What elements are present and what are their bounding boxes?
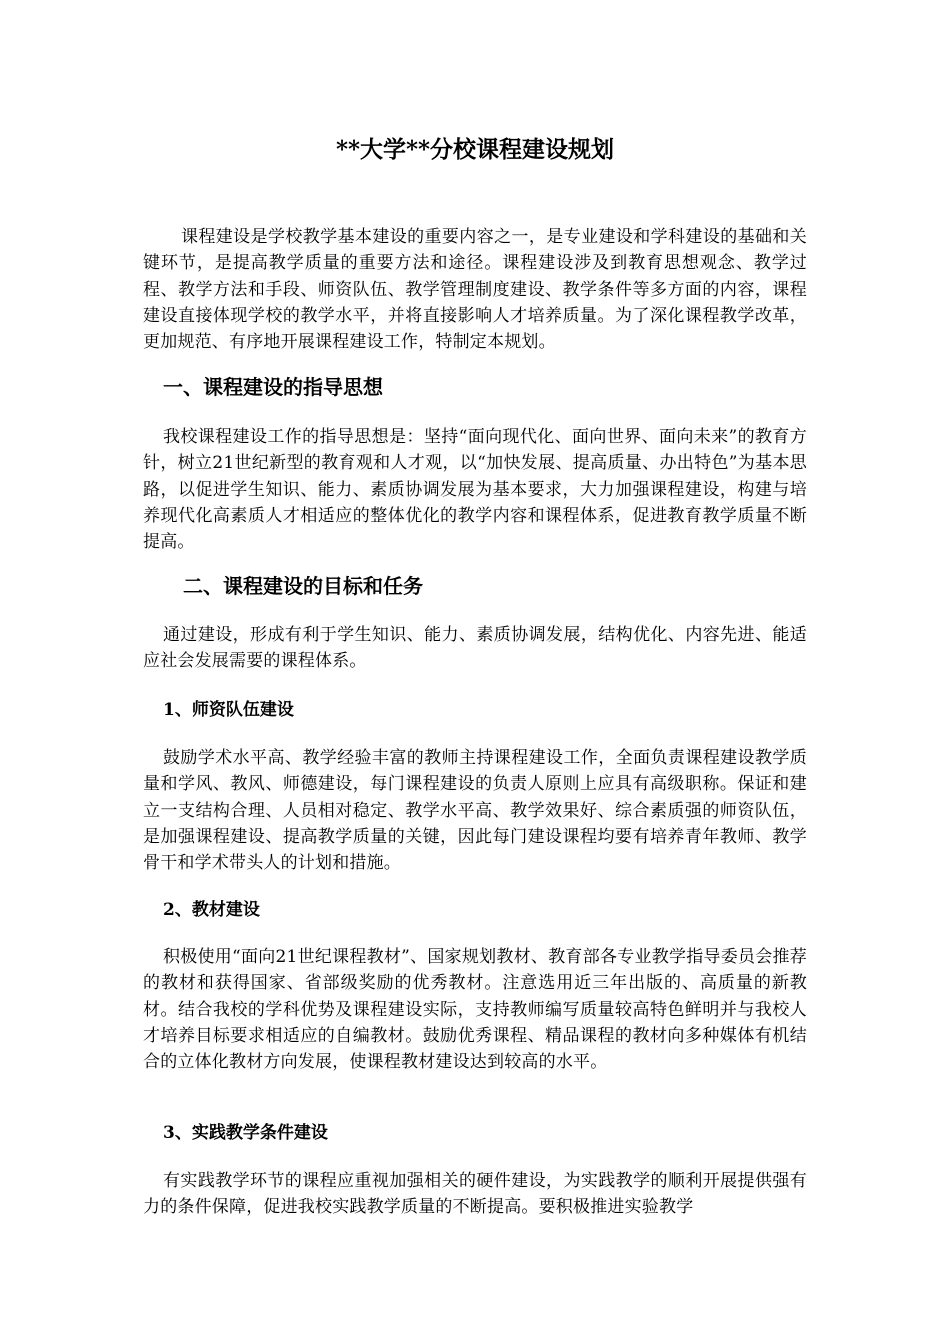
subsection2-heading: 2、教材建设 bbox=[163, 900, 260, 920]
subsection2-paragraph: 积极使用“面向21世纪课程教材”、国家规划教材、教育部各专业教学指导委员会推荐的教材和获得国家、省部级奖励的优秀教材。注意选用近三年出版的、高质量的新教材。结合我校的学科优势及课程建设实际，支持教师编写质量较高特色鲜明并与我校人才培养目标要求相适应的自编教材。鼓励优秀课程、精品课程的教材向多种媒体有机结合的立体化教材方向发展，使课程教材建设达到较高的水平。 bbox=[143, 947, 807, 1073]
document-title: **大学**分校课程建设规划 bbox=[335, 136, 615, 163]
subsection1-paragraph: 鼓励学术水平高、教学经验丰富的教师主持课程建设工作，全面负责课程建设教学质量和学风、教风、师德建设，每门课程建设的负责人原则上应具有高级职称。保证和建立一支结构合理、人员相对稳定、教学水平高、教学效果好、综合素质强的师资队伍，是加强课程建设、提高教学质量的关键，因此每门建设课程均要有培养青年教师、教学骨干和学术带头人的计划和措施。 bbox=[143, 748, 807, 874]
section2-paragraph: 通过建设，形成有利于学生知识、能力、素质协调发展，结构优化、内容先进、能适应社会发展需要的课程体系。 bbox=[143, 625, 807, 672]
intro-paragraph: 课程建设是学校教学基本建设的重要内容之一，是专业建设和学科建设的基础和关键环节，是提高教学质量的重要方法和途径。课程建设涉及到教育思想观念、教学过程、教学方法和手段、师资队伍、教学管理制度建设、教学条件等多方面的内容，课程建设直接体现学校的教学水平，并将直接影响人才培养质量。为了深化课程教学改革，更加规范、有序地开展课程建设工作，特制定本规划。 bbox=[143, 227, 807, 353]
subsection3-heading: 3、实践教学条件建设 bbox=[163, 1123, 328, 1143]
subsection1-heading: 1、师资队伍建设 bbox=[163, 700, 294, 720]
section1-paragraph: 我校课程建设工作的指导思想是：坚持“面向现代化、面向世界、面向未来”的教育方针，树立21世纪新型的教育观和人才观，以“加快发展、提高质量、办出特色”为基本思路，以促进学生知识、能力、素质协调发展为基本要求，大力加强课程建设，构建与培养现代化高素质人才相适应的整体优化的教学内容和课程体系，促进教育教学质量不断提高。 bbox=[143, 427, 807, 553]
subsection3-paragraph: 有实践教学环节的课程应重视加强相关的硬件建设，为实践教学的顺利开展提供强有力的条件保障，促进我校实践教学质量的不断提高。要积极推进实验教学 bbox=[143, 1171, 807, 1218]
section2-heading: 二、课程建设的目标和任务 bbox=[183, 574, 423, 598]
section1-heading: 一、课程建设的指导思想 bbox=[163, 375, 383, 399]
